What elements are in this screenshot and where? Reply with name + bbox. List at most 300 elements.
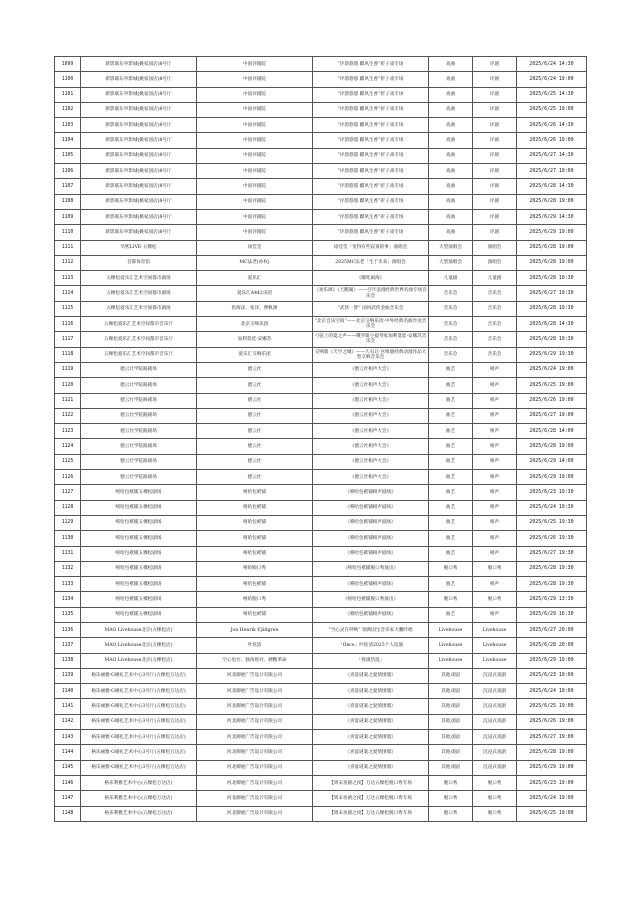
- category-cell: 曲艺: [429, 408, 473, 423]
- program-title-cell: 《嘻哈包袱铺相声剧场》: [313, 500, 429, 515]
- performer-cell: 爱乐汇: [197, 271, 313, 286]
- program-title-cell: 《喜宴谜案之爱情围墙》: [313, 760, 429, 775]
- row-number: 1100: [55, 72, 81, 87]
- venue-cell: 华熙LIVE·五棵松: [81, 240, 197, 255]
- table-row: [55, 791, 587, 806]
- program-title-cell: “评韵悠悠 麒风生香”折子戏专场: [313, 72, 429, 87]
- program-title-cell: 《德云社相声大会》: [313, 439, 429, 454]
- datetime-cell: 2025/6/24 19:30: [517, 500, 587, 515]
- genre-cell: 相声: [473, 607, 517, 622]
- genre-cell: 相声: [473, 439, 517, 454]
- performer-cell: 嘻哈包袱铺: [197, 546, 313, 561]
- performer-cell: 中国评剧院: [197, 148, 313, 163]
- genre-cell: Livehouse: [473, 638, 517, 653]
- row-number: 1133: [55, 577, 81, 592]
- category-cell: 曲艺: [429, 577, 473, 592]
- performer-cell: 叶炫清: [197, 638, 313, 653]
- program-title-cell: 《德云社相声大会》: [313, 393, 429, 408]
- category-cell: 音乐会: [429, 301, 473, 316]
- category-cell: 戏曲: [429, 72, 473, 87]
- genre-cell: 评剧: [473, 179, 517, 194]
- program-title-cell: 《喜宴谜案之爱情围墙》: [313, 699, 429, 714]
- category-cell: 音乐会: [429, 347, 473, 362]
- category-cell: 戏曲: [429, 209, 473, 224]
- category-cell: 音乐会: [429, 286, 473, 301]
- program-title-cell: 《德云社相声大会》: [313, 424, 429, 439]
- row-number: 1132: [55, 561, 81, 576]
- category-cell: 脱口秀: [429, 806, 473, 821]
- datetime-cell: 2025/6/29 19:00: [517, 225, 587, 240]
- venue-cell: MAO Livehouse北京(五棵松店): [81, 622, 197, 637]
- genre-cell: 音乐会: [473, 317, 517, 332]
- performer-cell: 河北御展广告设计有限公司: [197, 684, 313, 699]
- venue-cell: 格乐丽雅·G婚礼艺术中心3号厅(五棵松万达店): [81, 684, 197, 699]
- program-title-cell: 《嘻哈包袱铺相声剧场》: [313, 577, 429, 592]
- table-row: [55, 500, 587, 515]
- category-cell: 其他戏剧: [429, 760, 473, 775]
- performer-cell: 徐佳莹: [197, 240, 313, 255]
- datetime-cell: 2025/6/28 19:30: [517, 301, 587, 316]
- category-cell: 其他戏剧: [429, 684, 473, 699]
- genre-cell: 相声: [473, 515, 517, 530]
- genre-cell: 脱口秀: [473, 791, 517, 806]
- venue-cell: 新影联东申影城(姚家园店)8号厅: [81, 148, 197, 163]
- row-number: 1116: [55, 317, 81, 332]
- table-row: [55, 255, 587, 270]
- performer-cell: 崔海泽、张洋、曹帆源: [197, 301, 313, 316]
- genre-cell: 沉浸式戏剧: [473, 760, 517, 775]
- row-number: 1111: [55, 240, 81, 255]
- datetime-cell: 2025/6/24 14:30: [517, 57, 587, 72]
- performer-cell: 中国评剧院: [197, 72, 313, 87]
- datetime-cell: 2025/6/27 19:00: [517, 164, 587, 179]
- performer-cell: 中国评剧院: [197, 87, 313, 102]
- venue-cell: 五棵松爱乐汇艺术空间都市剧场: [81, 301, 197, 316]
- table-row: [55, 760, 587, 775]
- program-title-cell: “评韵悠悠 麒风生香”折子戏专场: [313, 194, 429, 209]
- row-number: 1127: [55, 485, 81, 500]
- category-cell: 其他戏剧: [429, 730, 473, 745]
- performer-cell: 德云社: [197, 408, 313, 423]
- row-number: 1134: [55, 592, 81, 607]
- venue-cell: 格乐丽雅·G婚礼艺术中心3号厅(五棵松万达店): [81, 668, 197, 683]
- program-title-cell: 《喜宴谜案之爱情围墙》: [313, 714, 429, 729]
- table-row: [55, 730, 587, 745]
- table-row: [55, 240, 587, 255]
- category-cell: 音乐会: [429, 317, 473, 332]
- datetime-cell: 2025/6/29 13:30: [517, 592, 587, 607]
- program-title-cell: 弓弦上的夏之声——俄罗斯小提琴家加利莫娃·安娜苏音乐会: [313, 332, 429, 347]
- venue-cell: 五棵松爱乐汇艺术空间都市剧场: [81, 271, 197, 286]
- datetime-cell: 2025/6/27 19:00: [517, 730, 587, 745]
- program-title-cell: 《嘻哈包袱铺相声剧场》: [313, 515, 429, 530]
- category-cell: 曲艺: [429, 485, 473, 500]
- row-number: 1114: [55, 286, 81, 301]
- table-row: [55, 194, 587, 209]
- row-number: 1112: [55, 255, 81, 270]
- genre-cell: 评剧: [473, 194, 517, 209]
- datetime-cell: 2025/6/23 19:30: [517, 485, 587, 500]
- table-row: [55, 638, 587, 653]
- category-cell: 脱口秀: [429, 592, 473, 607]
- genre-cell: 相声: [473, 454, 517, 469]
- venue-cell: 新影联东申影城(姚家园店)8号厅: [81, 225, 197, 240]
- row-number: 1113: [55, 271, 81, 286]
- venue-cell: 格乐丽雅·G婚礼艺术中心3号厅(五棵松万达店): [81, 730, 197, 745]
- venue-cell: 格乐利雅艺术中心(五棵松万达店): [81, 791, 197, 806]
- category-cell: 曲艺: [429, 500, 473, 515]
- venue-cell: 嘻哈包袱铺五棵松剧场: [81, 546, 197, 561]
- venue-cell: 嘻哈包袱铺五棵松剧场: [81, 561, 197, 576]
- venue-cell: 新影联东申影城(姚家园店)8号厅: [81, 57, 197, 72]
- table-row: [55, 72, 587, 87]
- datetime-cell: 2025/6/25 14:30: [517, 87, 587, 102]
- performer-cell: 德云社: [197, 424, 313, 439]
- venue-cell: 五棵松爱乐汇艺术空间都市音乐厅: [81, 317, 197, 332]
- row-number: 1107: [55, 179, 81, 194]
- row-number: 1104: [55, 133, 81, 148]
- program-title-cell: “评韵悠悠 麒风生香”折子戏专场: [313, 57, 429, 72]
- venue-cell: 新影联东申影城(姚家园店)8号厅: [81, 87, 197, 102]
- category-cell: 其他戏剧: [429, 699, 473, 714]
- table-row: [55, 362, 587, 377]
- datetime-cell: 2025/6/26 19:00: [517, 393, 587, 408]
- performer-cell: Jon Henrik Fjällgren: [197, 622, 313, 637]
- genre-cell: 相声: [473, 500, 517, 515]
- genre-cell: 演唱会: [473, 255, 517, 270]
- category-cell: 曲艺: [429, 607, 473, 622]
- performer-cell: 爱乐汇交响乐团: [197, 347, 313, 362]
- venue-cell: 德云社学院路剧场: [81, 362, 197, 377]
- table-row: [55, 225, 587, 240]
- performer-cell: 嘻哈脱口秀: [197, 592, 313, 607]
- row-number: 1115: [55, 301, 81, 316]
- genre-cell: 评剧: [473, 133, 517, 148]
- category-cell: Livehouse: [429, 622, 473, 637]
- genre-cell: 儿童剧: [473, 271, 517, 286]
- program-title-cell: 《嘻哈包袱铺脱口秀演出》: [313, 561, 429, 576]
- datetime-cell: 2025/6/29 19:00: [517, 653, 587, 668]
- venue-cell: 格乐利雅艺术中心(五棵松万达店): [81, 806, 197, 821]
- genre-cell: 评剧: [473, 225, 517, 240]
- datetime-cell: 2025/6/25 19:30: [517, 515, 587, 530]
- genre-cell: Livehouse: [473, 622, 517, 637]
- row-number: 1141: [55, 699, 81, 714]
- datetime-cell: 2025/6/27 19:00: [517, 408, 587, 423]
- performer-cell: 中国评剧院: [197, 118, 313, 133]
- performer-cell: 德云社: [197, 362, 313, 377]
- category-cell: 脱口秀: [429, 791, 473, 806]
- program-title-cell: “评韵悠悠 麒风生香”折子戏专场: [313, 102, 429, 117]
- venue-cell: 首都体育馆: [81, 255, 197, 270]
- row-number: 1146: [55, 775, 81, 790]
- category-cell: Livehouse: [429, 653, 473, 668]
- row-number: 1144: [55, 745, 81, 760]
- category-cell: 曲艺: [429, 439, 473, 454]
- performer-cell: 河北御展广告设计有限公司: [197, 699, 313, 714]
- genre-cell: 评剧: [473, 209, 517, 224]
- performer-cell: 中国评剧院: [197, 194, 313, 209]
- table-row: [55, 806, 587, 821]
- program-title-cell: 《喜宴谜案之爱情围墙》: [313, 745, 429, 760]
- genre-cell: 相声: [473, 393, 517, 408]
- program-title-cell: 《嘻哈包袱铺相声剧场》: [313, 607, 429, 622]
- program-title-cell: 《德云社相声大会》: [313, 470, 429, 485]
- row-number: 1145: [55, 760, 81, 775]
- genre-cell: 音乐会: [473, 286, 517, 301]
- datetime-cell: 2025/6/26 14:30: [517, 118, 587, 133]
- row-number: 1118: [55, 347, 81, 362]
- row-number: 1120: [55, 378, 81, 393]
- datetime-cell: 2025/6/27 19:30: [517, 546, 587, 561]
- performer-cell: 德云社: [197, 393, 313, 408]
- performer-cell: 中国评剧院: [197, 179, 313, 194]
- performer-cell: 德云社: [197, 470, 313, 485]
- datetime-cell: 2025/6/28 14:30: [517, 317, 587, 332]
- table-row: [55, 470, 587, 485]
- venue-cell: 格乐丽雅·G婚礼艺术中心3号厅(五棵松万达店): [81, 714, 197, 729]
- program-title-cell: 「Once」叶炫清2025个人巡演: [313, 638, 429, 653]
- row-number: 1130: [55, 531, 81, 546]
- category-cell: 其他戏剧: [429, 745, 473, 760]
- program-title-cell: “当心灵在呼唤” 瑞典国宝音乐家大鹏吟唱: [313, 622, 429, 637]
- table-row: [55, 179, 587, 194]
- performer-cell: 河北御展广告设计有限公司: [197, 745, 313, 760]
- category-cell: 大型演唱会: [429, 255, 473, 270]
- row-number: 1124: [55, 439, 81, 454]
- table-row: [55, 561, 587, 576]
- genre-cell: 音乐会: [473, 301, 517, 316]
- venue-cell: 格乐丽雅·G婚礼艺术中心3号厅(五棵松万达店): [81, 699, 197, 714]
- table-row: [55, 393, 587, 408]
- program-title-cell: “武侠一梦” 国风武侠金曲音乐会: [313, 301, 429, 316]
- program-title-cell: “评韵悠悠 麒风生香”折子戏专场: [313, 179, 429, 194]
- performer-cell: 加利莫娃·安娜苏: [197, 332, 313, 347]
- row-number: 1102: [55, 102, 81, 117]
- datetime-cell: 2025/6/24 19:00: [517, 72, 587, 87]
- row-number: 1117: [55, 332, 81, 347]
- category-cell: 戏曲: [429, 133, 473, 148]
- datetime-cell: 2025/6/28 19:00: [517, 745, 587, 760]
- datetime-cell: 2025/6/23 19:00: [517, 775, 587, 790]
- row-number: 1099: [55, 57, 81, 72]
- genre-cell: 沉浸式戏剧: [473, 699, 517, 714]
- category-cell: 戏曲: [429, 57, 473, 72]
- table-row: [55, 347, 587, 362]
- genre-cell: 评剧: [473, 57, 517, 72]
- performer-cell: 嘻哈脱口秀: [197, 561, 313, 576]
- program-title-cell: 《德云社相声大会》: [313, 378, 429, 393]
- table-row: [55, 118, 587, 133]
- category-cell: 大型演唱会: [429, 240, 473, 255]
- category-cell: 戏曲: [429, 179, 473, 194]
- performer-cell: 德云社: [197, 439, 313, 454]
- row-number: 1140: [55, 684, 81, 699]
- program-title-cell: 「摇滚热浪」: [313, 653, 429, 668]
- datetime-cell: 2025/6/28 19:00: [517, 194, 587, 209]
- program-title-cell: 【周末喜剧之夜】万达五棵松脱口秀专场: [313, 775, 429, 790]
- venue-cell: 德云社学院路剧场: [81, 454, 197, 469]
- row-number: 1110: [55, 225, 81, 240]
- datetime-cell: 2025/6/25 19:00: [517, 806, 587, 821]
- category-cell: 音乐会: [429, 332, 473, 347]
- table-row: [55, 87, 587, 102]
- genre-cell: Livehouse: [473, 653, 517, 668]
- table-row: [55, 454, 587, 469]
- program-title-cell: 《欢乐颂》《天鹅湖》——百年浪漫经典世界名曲专场音乐会: [313, 286, 429, 301]
- category-cell: 戏曲: [429, 87, 473, 102]
- table-row: [55, 148, 587, 163]
- performer-cell: 中国评剧院: [197, 164, 313, 179]
- datetime-cell: 2025/6/29 19:00: [517, 470, 587, 485]
- program-title-cell: 《嘻哈包袱铺相声剧场》: [313, 485, 429, 500]
- row-number: 1123: [55, 424, 81, 439]
- table-row: [55, 684, 587, 699]
- datetime-cell: 2025/6/27 20:00: [517, 622, 587, 637]
- genre-cell: 相声: [473, 408, 517, 423]
- venue-cell: 新影联东申影城(姚家园店)8号厅: [81, 102, 197, 117]
- table-row: [55, 546, 587, 561]
- venue-cell: 新影联东申影城(姚家园店)8号厅: [81, 72, 197, 87]
- performer-cell: 中国评剧院: [197, 225, 313, 240]
- venue-cell: 德云社学院路剧场: [81, 408, 197, 423]
- performer-cell: 河北御展广告设计有限公司: [197, 806, 313, 821]
- datetime-cell: 2025/6/28 19:30: [517, 577, 587, 592]
- program-title-cell: 徐佳莹「变得有些寂寞的事」演唱会: [313, 240, 429, 255]
- row-number: 1106: [55, 164, 81, 179]
- program-title-cell: 《德云社相声大会》: [313, 408, 429, 423]
- category-cell: 脱口秀: [429, 775, 473, 790]
- table-row: [55, 653, 587, 668]
- program-title-cell: 《德云社相声大会》: [313, 454, 429, 469]
- category-cell: 戏曲: [429, 148, 473, 163]
- table-row: [55, 286, 587, 301]
- genre-cell: 沉浸式戏剧: [473, 684, 517, 699]
- table-row: [55, 378, 587, 393]
- datetime-cell: 2025/6/27 19:30: [517, 286, 587, 301]
- datetime-cell: 2025/6/28 19:30: [517, 332, 587, 347]
- datetime-cell: 2025/6/28 10:30: [517, 271, 587, 286]
- datetime-cell: 2025/6/28 19:00: [517, 439, 587, 454]
- genre-cell: 脱口秀: [473, 775, 517, 790]
- performer-cell: 爱乐汇A442乐团: [197, 286, 313, 301]
- datetime-cell: 2025/6/29 19:30: [517, 347, 587, 362]
- table-row: [55, 699, 587, 714]
- row-number: 1103: [55, 118, 81, 133]
- venue-cell: 嘻哈包袱铺五棵松剧场: [81, 607, 197, 622]
- table-row: [55, 317, 587, 332]
- genre-cell: 相声: [473, 546, 517, 561]
- venue-cell: 新影联东申影城(姚家园店)8号厅: [81, 179, 197, 194]
- category-cell: Livehouse: [429, 638, 473, 653]
- performer-cell: 德云社: [197, 454, 313, 469]
- program-title-cell: 《德云社相声大会》: [313, 362, 429, 377]
- program-title-cell: “评韵悠悠 麒风生香”折子戏专场: [313, 225, 429, 240]
- datetime-cell: 2025/6/24 19:00: [517, 684, 587, 699]
- venue-cell: 新影联东申影城(姚家园店)8号厅: [81, 118, 197, 133]
- genre-cell: 相声: [473, 424, 517, 439]
- datetime-cell: 2025/6/29 16:30: [517, 607, 587, 622]
- row-number: 1143: [55, 730, 81, 745]
- venue-cell: 嘻哈包袱铺五棵松剧场: [81, 592, 197, 607]
- venue-cell: MAO Livehouse北京(五棵松店): [81, 638, 197, 653]
- datetime-cell: 2025/6/29 14:30: [517, 209, 587, 224]
- performer-cell: 河北御展广告设计有限公司: [197, 730, 313, 745]
- table-row: [55, 714, 587, 729]
- table-row: [55, 57, 587, 72]
- performer-cell: 嘻哈包袱铺: [197, 500, 313, 515]
- category-cell: 戏曲: [429, 225, 473, 240]
- program-title-cell: 《哪吒闹海》: [313, 271, 429, 286]
- table-row: [55, 531, 587, 546]
- row-number: 1101: [55, 87, 81, 102]
- category-cell: 戏曲: [429, 102, 473, 117]
- table-row: [55, 133, 587, 148]
- venue-cell: 五棵松爱乐汇艺术空间都市剧场: [81, 286, 197, 301]
- performer-cell: MC法老(孙权): [197, 255, 313, 270]
- venue-cell: 新影联东申影城(姚家园店)8号厅: [81, 133, 197, 148]
- genre-cell: 脱口秀: [473, 561, 517, 576]
- datetime-cell: 2025/6/29 14:00: [517, 454, 587, 469]
- datetime-cell: 2025/6/24 19:00: [517, 791, 587, 806]
- genre-cell: 相声: [473, 531, 517, 546]
- table-row: [55, 271, 587, 286]
- program-title-cell: 《嘻哈包袱铺脱口秀演出》: [313, 592, 429, 607]
- table-row: [55, 775, 587, 790]
- venue-cell: 嘻哈包袱铺五棵松剧场: [81, 500, 197, 515]
- table-row: [55, 164, 587, 179]
- performer-cell: 中国评剧院: [197, 57, 313, 72]
- performer-cell: 中国评剧院: [197, 102, 313, 117]
- performer-cell: 河北御展广告设计有限公司: [197, 775, 313, 790]
- table-row: [55, 577, 587, 592]
- venue-cell: MAO Livehouse北京(五棵松店): [81, 653, 197, 668]
- genre-cell: 相声: [473, 378, 517, 393]
- category-cell: 戏曲: [429, 194, 473, 209]
- category-cell: 儿童剧: [429, 271, 473, 286]
- performer-cell: 河北御展广告设计有限公司: [197, 714, 313, 729]
- datetime-cell: 2025/6/24 19:00: [517, 362, 587, 377]
- venue-cell: 格乐利雅艺术中心(五棵松万达店): [81, 775, 197, 790]
- program-title-cell: 【周末喜剧之夜】万达五棵松脱口秀专场: [313, 806, 429, 821]
- row-number: 1126: [55, 470, 81, 485]
- datetime-cell: 2025/6/28 14:00: [517, 424, 587, 439]
- datetime-cell: 2025/6/26 19:00: [517, 133, 587, 148]
- table-row: [55, 485, 587, 500]
- table-row: [55, 592, 587, 607]
- row-number: 1108: [55, 194, 81, 209]
- datetime-cell: 2025/6/28 20:00: [517, 638, 587, 653]
- performer-cell: 嘻哈包袱铺: [197, 531, 313, 546]
- table-row: [55, 515, 587, 530]
- row-number: 1109: [55, 209, 81, 224]
- performance-schedule-table: [54, 56, 587, 822]
- category-cell: 其他戏剧: [429, 714, 473, 729]
- performer-cell: 中国评剧院: [197, 209, 313, 224]
- category-cell: 戏曲: [429, 118, 473, 133]
- program-title-cell: “评韵悠悠 麒风生香”折子戏专场: [313, 87, 429, 102]
- program-title-cell: “北京音乐空间”——北京交响乐团·中外经典名曲沙龙音乐会: [313, 317, 429, 332]
- genre-cell: 评剧: [473, 102, 517, 117]
- genre-cell: 相声: [473, 362, 517, 377]
- datetime-cell: 2025/6/29 19:00: [517, 760, 587, 775]
- row-number: 1122: [55, 408, 81, 423]
- program-title-cell: 《嘻哈包袱铺相声剧场》: [313, 546, 429, 561]
- genre-cell: 脱口秀: [473, 592, 517, 607]
- program-title-cell: “评韵悠悠 麒风生香”折子戏专场: [313, 148, 429, 163]
- program-title-cell: “评韵悠悠 麒风生香”折子戏专场: [313, 164, 429, 179]
- program-title-cell: 《喜宴谜案之爱情围墙》: [313, 668, 429, 683]
